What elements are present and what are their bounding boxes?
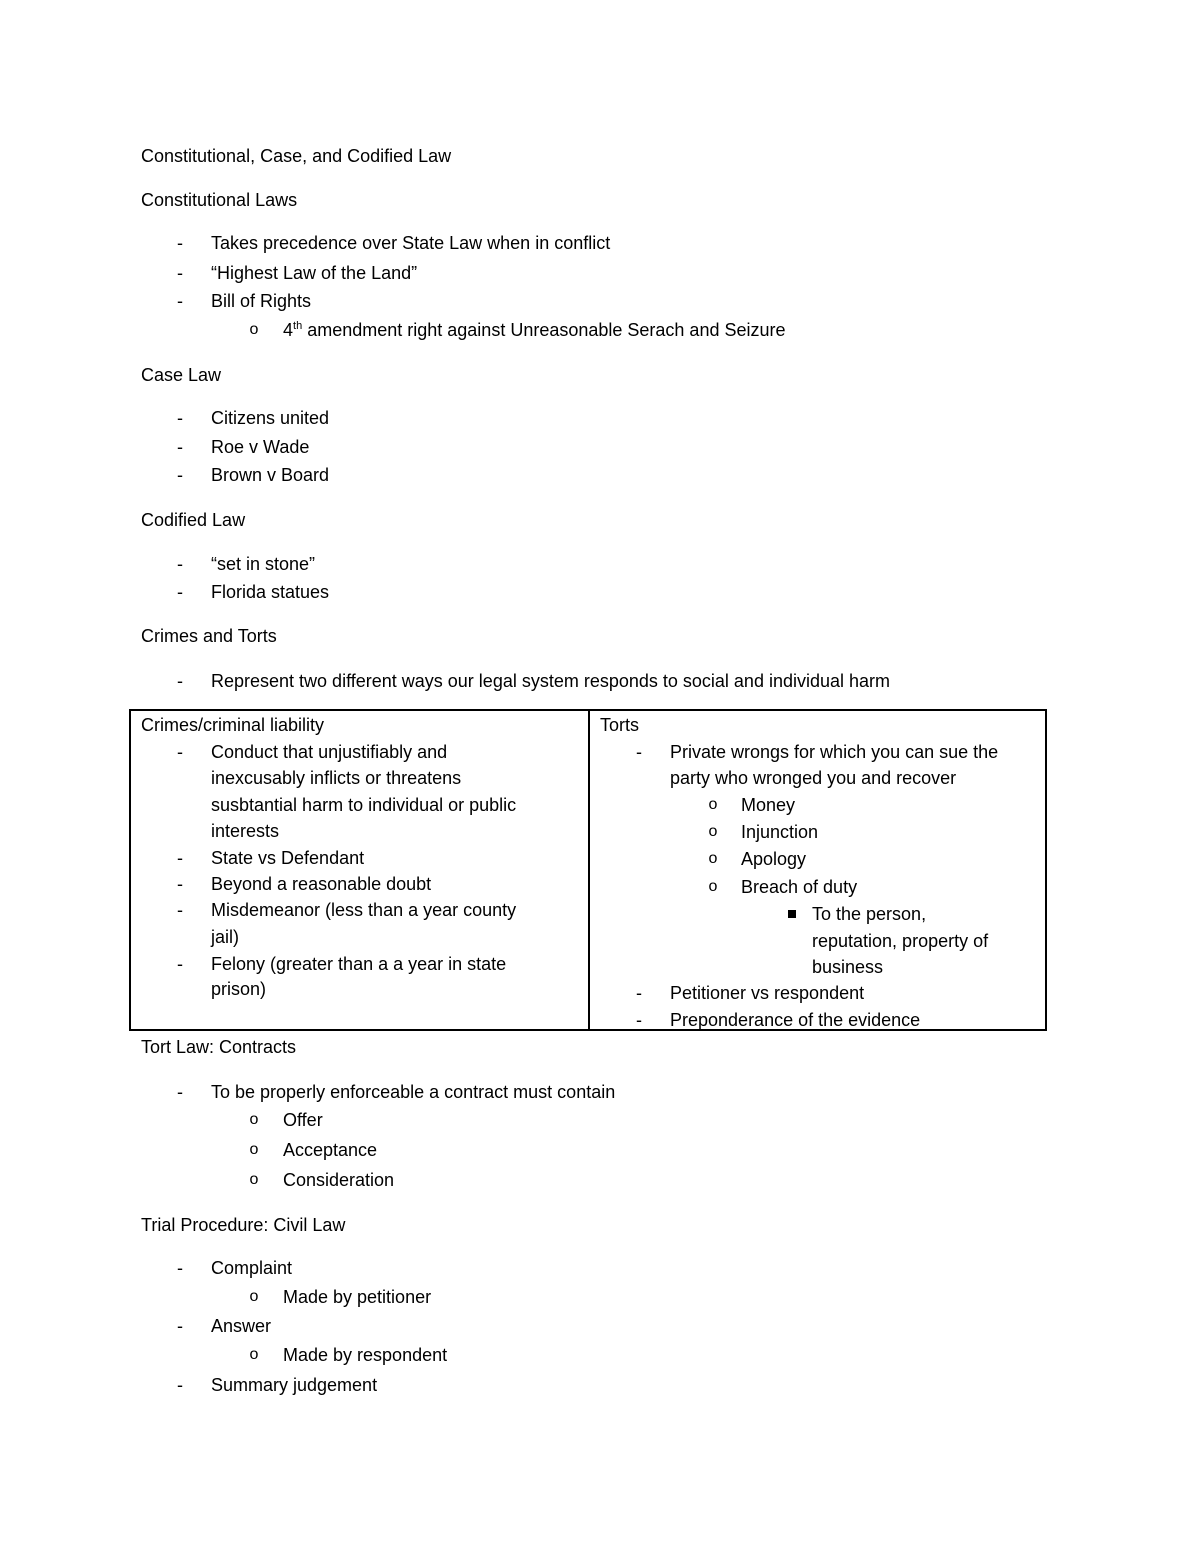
- list-item: Represent two different ways our legal system responds to social and individual harm: [211, 671, 891, 691]
- bullet-dash: -: [177, 1316, 183, 1336]
- bullet-dash: -: [177, 1375, 183, 1395]
- table-cell-line: jail): [211, 927, 240, 947]
- table-cell-line: Preponderance of the evidence: [670, 1010, 921, 1030]
- list-item: Complaint: [211, 1258, 293, 1278]
- table-sub-item: Apology: [741, 849, 807, 869]
- table-header-torts: Torts: [600, 715, 640, 735]
- sub-list-item: Made by respondent: [283, 1345, 448, 1365]
- sub-list-item: Consideration: [283, 1170, 395, 1190]
- table-cell-line: Petitioner vs respondent: [670, 983, 865, 1003]
- list-item: Brown v Board: [211, 465, 330, 485]
- case-law-heading: Case Law: [141, 365, 222, 385]
- list-item: Florida statues: [211, 582, 330, 602]
- bullet-dash: -: [177, 848, 183, 868]
- table-cell-line: prison): [211, 979, 267, 999]
- table-cell-line: State vs Defendant: [211, 848, 365, 868]
- bullet-circle: o: [249, 1171, 259, 1188]
- ordinal-number: 4: [283, 320, 294, 340]
- bullet-dash: -: [177, 408, 183, 428]
- table-sub-item: Injunction: [741, 822, 819, 842]
- table-cell-line: susbtantial harm to individual or public: [211, 795, 517, 815]
- bullet-dash: -: [177, 582, 183, 602]
- ordinal-suffix: th: [293, 320, 303, 332]
- bullet-circle: o: [708, 850, 718, 867]
- bullet-dash: -: [177, 954, 183, 974]
- table-cell-line: Private wrongs for which you can sue the: [670, 742, 999, 762]
- bullet-square: [788, 910, 796, 918]
- table-cell-line: Beyond a reasonable doubt: [211, 874, 432, 894]
- document-title: Constitutional, Case, and Codified Law: [141, 146, 452, 166]
- bullet-circle: o: [708, 823, 718, 840]
- bullet-dash: -: [636, 742, 642, 762]
- bullet-circle: o: [708, 878, 718, 895]
- table-subsub-line: To the person,: [812, 904, 927, 924]
- table-cell-line: Felony (greater than a a year in state: [211, 954, 507, 974]
- table-subsub-line: business: [812, 957, 884, 977]
- constitutional-heading: Constitutional Laws: [141, 190, 298, 210]
- contracts-heading: Tort Law: Contracts: [141, 1037, 297, 1057]
- bullet-dash: -: [177, 671, 183, 691]
- sub-item-text: amendment right against Unreasonable Serach and Seizure: [302, 320, 786, 340]
- table-cell-line: Misdemeanor (less than a year county: [211, 900, 517, 920]
- bullet-circle: o: [249, 1288, 259, 1305]
- table-sub-item: Breach of duty: [741, 877, 858, 897]
- bullet-dash: -: [177, 1082, 183, 1102]
- table-cell-line: Conduct that unjustifiably and: [211, 742, 448, 762]
- bullet-dash: -: [177, 263, 183, 283]
- sub-list-item: Acceptance: [283, 1140, 378, 1160]
- table-cell-line: inexcusably inflicts or threatens: [211, 768, 462, 788]
- table-cell-line: interests: [211, 821, 280, 841]
- list-item: “Highest Law of the Land”: [211, 263, 418, 283]
- table-subsub-line: reputation, property of: [812, 931, 989, 951]
- bullet-circle: o: [249, 1346, 259, 1363]
- list-item: Citizens united: [211, 408, 330, 428]
- bullet-dash: -: [177, 465, 183, 485]
- bullet-dash: -: [177, 1258, 183, 1278]
- bullet-circle: o: [249, 321, 259, 338]
- list-item: Roe v Wade: [211, 437, 310, 457]
- list-item: Takes precedence over State Law when in conflict: [211, 233, 611, 253]
- table-cell-line: party who wronged you and recover: [670, 768, 957, 788]
- list-item: To be properly enforceable a contract must contain: [211, 1082, 616, 1102]
- crimes-torts-heading: Crimes and Torts: [141, 626, 277, 646]
- trial-heading: Trial Procedure: Civil Law: [141, 1215, 346, 1235]
- bullet-dash: -: [177, 437, 183, 457]
- bullet-circle: o: [249, 1111, 259, 1128]
- list-item: Bill of Rights: [211, 291, 312, 311]
- list-item: “set in stone”: [211, 554, 316, 574]
- sub-list-item: Offer: [283, 1110, 323, 1130]
- table-sub-item: Money: [741, 795, 796, 815]
- bullet-dash: -: [636, 983, 642, 1003]
- bullet-dash: -: [636, 1010, 642, 1030]
- bullet-dash: -: [177, 900, 183, 920]
- bullet-dash: -: [177, 291, 183, 311]
- table-header-crimes: Crimes/criminal liability: [141, 715, 325, 735]
- codified-heading: Codified Law: [141, 510, 246, 530]
- bullet-circle: o: [708, 796, 718, 813]
- bullet-dash: -: [177, 554, 183, 574]
- list-item: Summary judgement: [211, 1375, 378, 1395]
- bullet-dash: -: [177, 742, 183, 762]
- table-column-divider: [588, 709, 590, 1031]
- sub-list-item: Made by petitioner: [283, 1287, 432, 1307]
- sub-list-item: [283, 319, 786, 341]
- list-item: Answer: [211, 1316, 272, 1336]
- bullet-dash: -: [177, 233, 183, 253]
- bullet-dash: -: [177, 874, 183, 894]
- bullet-circle: o: [249, 1141, 259, 1158]
